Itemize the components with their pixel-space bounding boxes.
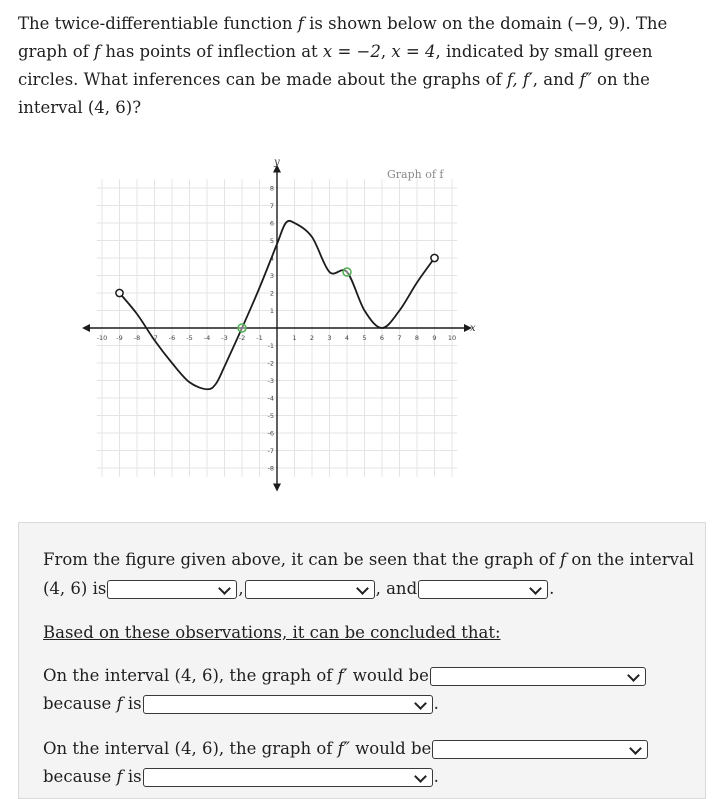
conclusion-heading: Based on these observations, it can be concluded that: bbox=[43, 623, 501, 642]
x-tick-label: 3 bbox=[327, 334, 332, 342]
y-tick-label: -6 bbox=[267, 429, 274, 438]
y-tick-label: 5 bbox=[269, 237, 274, 245]
y-tick-label: 7 bbox=[269, 202, 274, 210]
x-tick-label: -6 bbox=[168, 334, 176, 342]
x-tick-label: -7 bbox=[151, 334, 158, 342]
x-tick-label: -10 bbox=[96, 334, 108, 342]
x-axis-arrow-left bbox=[82, 324, 90, 332]
chevron-down-icon bbox=[414, 770, 427, 783]
x-tick-label: -4 bbox=[203, 334, 211, 342]
chevron-down-icon bbox=[627, 669, 640, 682]
x-tick-label: -9 bbox=[116, 334, 123, 342]
y-tick-label: -7 bbox=[267, 447, 274, 455]
y-axis-label: y bbox=[274, 157, 280, 168]
fdoubleprime-because-line: because f is . bbox=[43, 767, 439, 786]
y-tick-label: -1 bbox=[267, 342, 274, 350]
y-tick-label: 2 bbox=[269, 289, 274, 298]
shape-dropdown-2[interactable] bbox=[245, 580, 375, 599]
x-tick-label: 8 bbox=[414, 334, 420, 342]
shape-dropdown-1[interactable] bbox=[107, 580, 237, 599]
fprime-reason-dropdown[interactable] bbox=[143, 695, 433, 714]
y-tick-label: 1 bbox=[269, 307, 274, 315]
answer-panel bbox=[18, 522, 706, 799]
y-tick-label: -3 bbox=[267, 377, 274, 385]
question-text: The twice-differentiable function f is shown below on the domain (−9, 9). The graph of f has points of inflection at x = −2, x = 4, indicated by small green circles. What inferences can be made about the graphs of f, f′, and f″ on the interval (4, 6)? bbox=[18, 14, 668, 117]
fdoubleprime-reason-dropdown[interactable] bbox=[143, 768, 433, 787]
x-tick-label: -1 bbox=[256, 334, 263, 342]
shape-dropdown-3[interactable] bbox=[418, 580, 548, 599]
chevron-down-icon bbox=[414, 697, 427, 710]
y-axis-arrow-down bbox=[273, 484, 281, 492]
panel-line-2: (4, 6) is , , and . bbox=[43, 579, 555, 598]
fprime-line: On the interval (4, 6), the graph of f′ would be bbox=[43, 664, 647, 688]
x-tick-label: 6 bbox=[379, 334, 385, 342]
function-graph bbox=[0, 152, 720, 502]
y-tick-label: 8 bbox=[269, 184, 274, 193]
graph-label: Graph of f bbox=[387, 168, 444, 181]
y-tick-label: 6 bbox=[269, 219, 274, 228]
x-tick-label: 7 bbox=[397, 334, 402, 342]
y-tick-label: 4 bbox=[269, 254, 274, 263]
fdoubleprime-behavior-dropdown[interactable] bbox=[432, 740, 648, 759]
x-tick-label: 1 bbox=[292, 334, 297, 342]
y-tick-label: -8 bbox=[267, 464, 274, 473]
y-tick-label: 3 bbox=[269, 272, 274, 280]
x-tick-label: 10 bbox=[447, 334, 457, 342]
open-endpoint-circle bbox=[116, 289, 123, 296]
x-tick-label: 9 bbox=[432, 334, 437, 342]
chevron-down-icon bbox=[629, 742, 642, 755]
x-tick-label: -2 bbox=[238, 334, 246, 342]
inflection-point-circle bbox=[238, 324, 246, 332]
inflection-point-circle bbox=[343, 268, 351, 276]
x-tick-label: -5 bbox=[186, 334, 193, 342]
chevron-down-icon bbox=[356, 582, 369, 595]
y-tick-label: -4 bbox=[267, 394, 274, 403]
x-tick-label: 2 bbox=[309, 334, 315, 342]
fprime-because-line: because f is . bbox=[43, 694, 439, 713]
y-tick-label: -5 bbox=[267, 412, 274, 420]
open-endpoint-circle bbox=[431, 254, 438, 261]
panel-line-1: From the figure given above, it can be seen that the graph of f on the interval bbox=[43, 550, 695, 569]
x-tick-label: -3 bbox=[221, 334, 228, 342]
graph-axes bbox=[82, 165, 472, 492]
x-tick-label: 5 bbox=[362, 334, 367, 342]
fdoubleprime-line: On the interval (4, 6), the graph of f″ would be bbox=[43, 737, 649, 761]
fprime-behavior-dropdown[interactable] bbox=[430, 667, 646, 686]
x-tick-label: -8 bbox=[133, 334, 141, 342]
y-tick-label: -2 bbox=[267, 359, 274, 368]
x-tick-label: 4 bbox=[344, 334, 350, 342]
chevron-down-icon bbox=[218, 582, 231, 595]
x-axis-label: x bbox=[470, 323, 476, 334]
chevron-down-icon bbox=[529, 582, 542, 595]
